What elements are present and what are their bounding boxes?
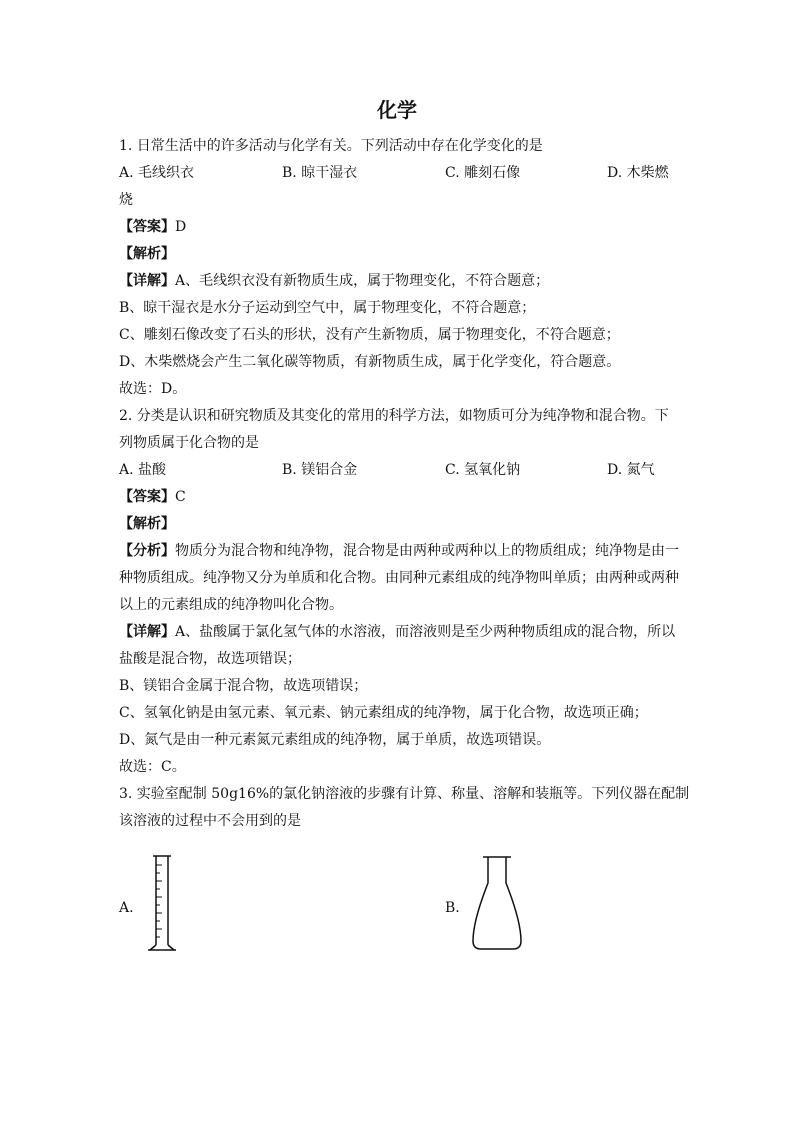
q1-options xyxy=(119,160,675,187)
q3-label-a: A. xyxy=(119,900,134,916)
answer-tag: 【答案】 xyxy=(119,219,175,235)
q2-detail-first xyxy=(119,619,675,646)
q2-option-d: D. 氮气 xyxy=(607,462,655,478)
q1-option-a: A. 毛线织衣 xyxy=(119,165,195,181)
q1-stem: 1. 日常生活中的许多活动与化学有关。下列活动中存在化学变化的是 xyxy=(119,138,543,154)
q2-fenxi-first xyxy=(119,538,679,565)
q2-detail-line: D、氮气是由一种元素氮元素组成的纯净物，属于单质，故选项错误。 xyxy=(119,732,551,748)
q1-answer xyxy=(119,214,675,241)
q3-stem-line1: 3. 实验室配制 50g16%的氯化钠溶液的步骤有计算、称量、溶解和装瓶等。下列仪器在配制 xyxy=(119,786,690,802)
q2-fenxi-line: 以上的元素组成的纯净物叫化合物。 xyxy=(119,597,343,613)
answer-tag: 【答案】 xyxy=(119,489,175,505)
q1-detail-line: C、雕刻石像改变了石头的形状，没有产生新物质，属于物理变化，不符合题意； xyxy=(119,327,620,343)
q2-stem-line2: 列物质属于化合物的是 xyxy=(119,435,259,451)
q2-analysis-tag: 【解析】 xyxy=(119,516,175,532)
fenxi-tag: 【分析】 xyxy=(119,543,175,559)
q2-options xyxy=(119,457,675,484)
q2-fenxi-line: 种物质组成。纯净物又分为单质和化合物。由同种元素组成的纯净物叫单质；由两种或两种 xyxy=(119,570,679,586)
q2-detail-line: B、镁铝合金属于混合物，故选项错误； xyxy=(119,678,368,694)
q1-conclusion: 故选：D。 xyxy=(119,381,187,397)
erlenmeyer-flask-icon xyxy=(469,853,525,953)
document-body xyxy=(119,133,690,963)
q3-label-b: B. xyxy=(445,900,460,916)
q1-option-c: C. 雕刻石像 xyxy=(445,165,521,181)
detail-tag: 【详解】 xyxy=(119,273,175,289)
q2-stem-line1: 2. 分类是认识和研究物质及其变化的常用的科学方法，如物质可分为纯净物和混合物。下 xyxy=(119,408,669,424)
answer-value: C xyxy=(175,489,186,505)
detail-text: A、盐酸属于氯化氢气体的水溶液，而溶液则是至少两种物质组成的混合物，所以 xyxy=(175,624,676,640)
q2-detail-line: 盐酸是混合物，故选项错误； xyxy=(119,651,301,667)
answer-value: D xyxy=(175,219,187,235)
q2-conclusion: 故选：C。 xyxy=(119,759,186,775)
q2-option-a: A. 盐酸 xyxy=(119,462,167,478)
page-title: 化学 xyxy=(377,98,417,122)
q1-option-b: B. 晾干湿衣 xyxy=(282,165,358,181)
q2-answer xyxy=(119,484,675,511)
q1-option-d: D. 木柴燃 xyxy=(607,165,669,181)
fenxi-text: 物质分为混合物和纯净物，混合物是由两种或两种以上的物质组成；纯净物是由一 xyxy=(175,543,679,559)
q1-detail-line: D、木柴燃烧会产生二氧化碳等物质，有新物质生成，属于化学变化，符合题意。 xyxy=(119,354,621,370)
q3-figure-row xyxy=(119,853,675,963)
graduated-cylinder-icon xyxy=(145,853,179,953)
q2-option-c: C. 氢氧化钠 xyxy=(445,462,521,478)
q1-option-d-wrap: 烧 xyxy=(119,192,133,208)
q3-stem-line2: 该溶液的过程中不会用到的是 xyxy=(119,813,301,829)
q2-detail-line: C、氢氧化钠是由氢元素、氧元素、钠元素组成的纯净物，属于化合物，故选项正确； xyxy=(119,705,648,721)
detail-tag: 【详解】 xyxy=(119,624,175,640)
q1-detail-first xyxy=(119,268,675,295)
q1-detail-line: B、晾干湿衣是水分子运动到空气中，属于物理变化，不符合题意； xyxy=(119,300,536,316)
q1-analysis-tag: 【解析】 xyxy=(119,246,175,262)
q2-option-b: B. 镁铝合金 xyxy=(282,462,358,478)
detail-text: A、毛线织衣没有新物质生成，属于物理变化，不符合题意； xyxy=(175,273,550,289)
